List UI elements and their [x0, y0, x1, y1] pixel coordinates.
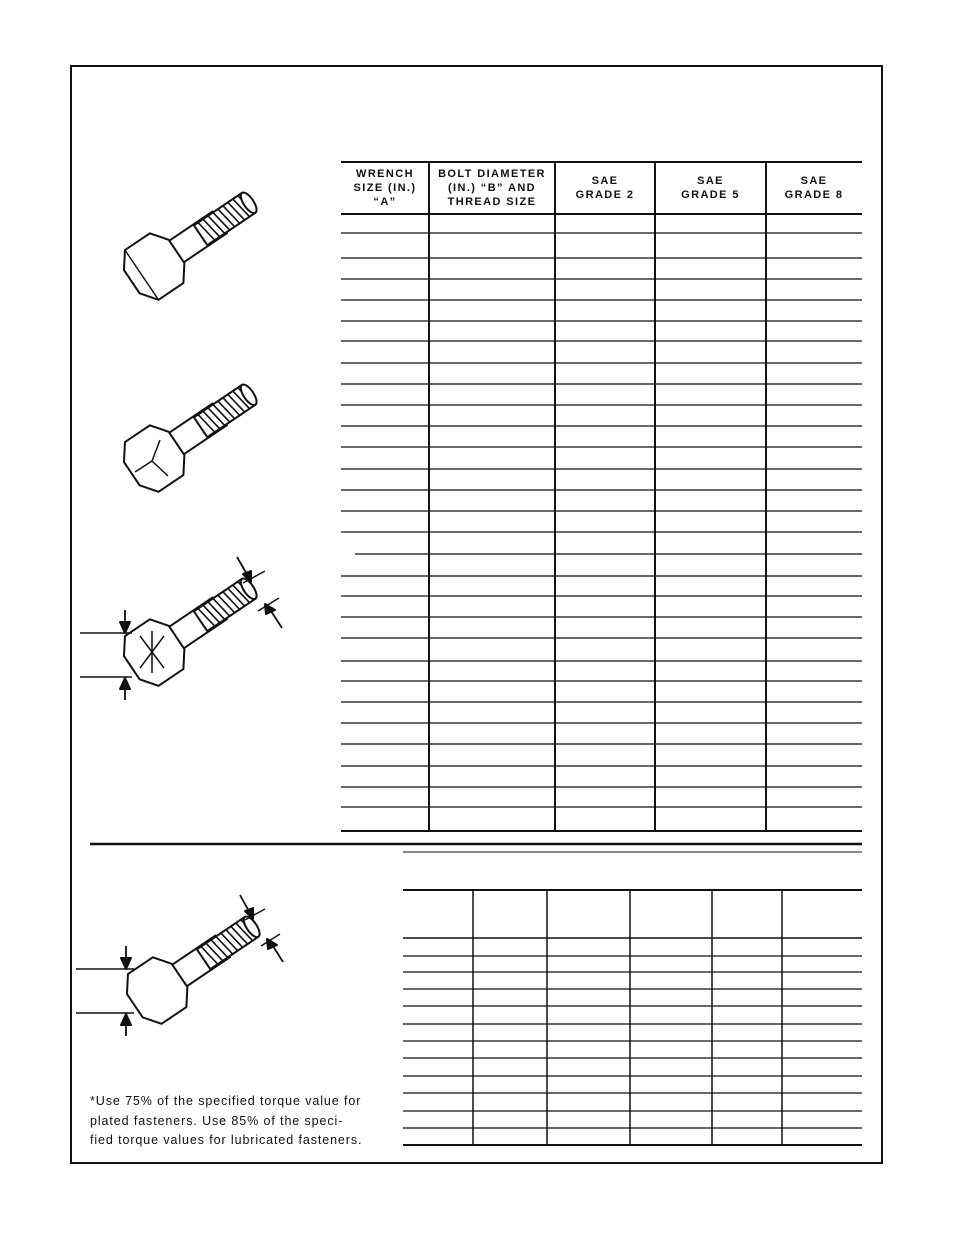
bolt-grade-2-icon: [115, 175, 270, 306]
bolt-grade-8-dimension-icon: [80, 557, 282, 700]
header-bolt-diameter: BOLT DIAMETER (IN.) “B” AND THREAD SIZE: [438, 168, 546, 208]
header-sae-grade-8: SAE GRADE 8: [784, 175, 844, 201]
bolt-grade-5-icon: [115, 367, 270, 498]
torque-footnote: *Use 75% of the specified torque value for plated fasteners. Use 85% of the speci- fied torque values for lubricated fasteners.: [90, 1094, 363, 1147]
header-wrench-size: WRENCH SIZE (IN.) “A”: [353, 168, 417, 208]
torque-table-2-grid: [403, 890, 862, 1145]
torque-table-1-grid: [341, 162, 862, 831]
header-sae-grade-2: SAE GRADE 2: [575, 175, 635, 201]
bolt-metric-dimension-icon: [76, 895, 283, 1036]
header-sae-grade-5: SAE GRADE 5: [681, 175, 740, 201]
